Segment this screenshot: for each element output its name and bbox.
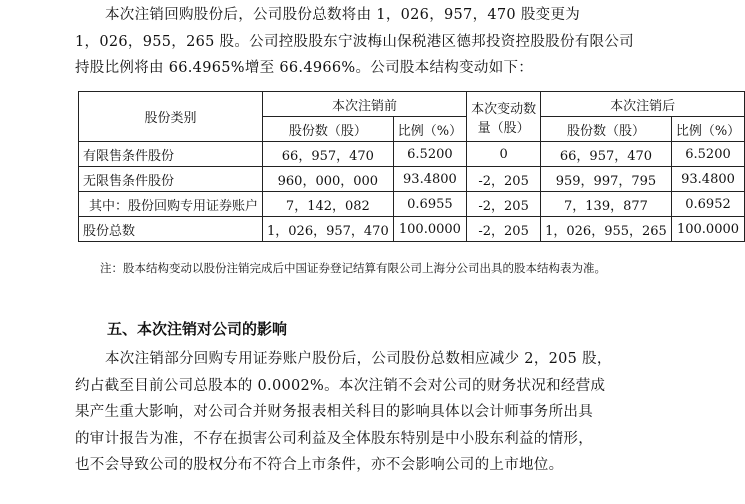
row-change: -2，205 bbox=[467, 217, 541, 242]
row-before-shares: 960，000，000 bbox=[263, 167, 394, 192]
table-row bbox=[79, 142, 745, 167]
row-change: 0 bbox=[467, 142, 541, 167]
section-line-4: 的审计报告为准，不存在损害公司利益及全体股东特别是中小股东利益的情形， bbox=[75, 430, 593, 447]
header-before-shares: 股份数（股） bbox=[263, 117, 394, 142]
row-after-shares: 66，957，470 bbox=[541, 142, 672, 167]
row-after-ratio: 0.6952 bbox=[671, 192, 744, 217]
row-after-ratio: 100.0000 bbox=[671, 217, 744, 242]
header-after: 本次注销后 bbox=[541, 92, 745, 117]
row-before-ratio: 100.0000 bbox=[393, 217, 466, 242]
row-after-ratio: 93.4800 bbox=[671, 167, 744, 192]
row-category: 有限售条件股份 bbox=[79, 142, 263, 167]
table-row bbox=[79, 167, 745, 192]
row-before-shares: 66，957，470 bbox=[263, 142, 394, 167]
row-category: 其中：股份回购专用证券账户 bbox=[79, 192, 263, 217]
table-row bbox=[79, 192, 745, 217]
header-before-ratio: 比例（%） bbox=[393, 117, 466, 142]
row-before-shares: 1，026，957，470 bbox=[263, 217, 394, 242]
header-after-shares: 股份数（股） bbox=[541, 117, 672, 142]
row-after-shares: 7，139，877 bbox=[541, 192, 672, 217]
table-footnote: 注：股本结构变动以股份注销完成后中国证券登记结算有限公司上海分公司出具的股本结构表为准。 bbox=[100, 261, 606, 275]
section-paragraph bbox=[75, 346, 635, 479]
section-line-2: 约占截至目前公司总股本的 0.0002%。本次注销不会对公司的财务状况和经营成 bbox=[75, 377, 606, 394]
row-change: -2，205 bbox=[467, 192, 541, 217]
table-row bbox=[79, 217, 745, 242]
row-after-shares: 959，997，795 bbox=[541, 167, 672, 192]
section-line-1: 本次注销部分回购专用证券账户股份后，公司股份总数相应减少 2，205 股， bbox=[105, 351, 612, 367]
header-category: 股份类别 bbox=[79, 92, 263, 142]
row-change: -2，205 bbox=[467, 167, 541, 192]
section-heading: 五、本次注销对公司的影响 bbox=[107, 320, 288, 338]
header-change bbox=[467, 92, 541, 142]
row-before-ratio: 93.4800 bbox=[393, 167, 466, 192]
row-after-ratio: 6.5200 bbox=[671, 142, 744, 167]
header-change-line-1: 本次变动数 bbox=[471, 101, 537, 117]
section-line-5: 也不会导致公司的股权分布不符合上市条件，亦不会影响公司的上市地位。 bbox=[75, 457, 564, 473]
row-category: 股份总数 bbox=[79, 217, 263, 242]
intro-line-3: 持股比例将由 66.4965%增至 66.4966%。公司股本结构变动如下： bbox=[75, 60, 534, 76]
row-before-ratio: 6.5200 bbox=[393, 142, 466, 167]
row-category: 无限售条件股份 bbox=[79, 167, 263, 192]
header-after-ratio: 比例（%） bbox=[671, 117, 744, 142]
row-before-ratio: 0.6955 bbox=[393, 192, 466, 217]
intro-paragraph bbox=[75, 2, 635, 82]
section-line-3: 果产生重大影响，对公司合并财务报表相关科目的影响具体以会计师事务所出具 bbox=[75, 404, 593, 420]
intro-line-1: 本次注销回购股份后，公司股份总数将由 1，026，957，470 股变更为 bbox=[105, 7, 581, 23]
row-after-shares: 1，026，955，265 bbox=[541, 217, 672, 242]
row-before-shares: 7，142，082 bbox=[263, 192, 394, 217]
header-before: 本次注销前 bbox=[263, 92, 467, 117]
intro-line-2: 1，026，955，265 股。公司控股股东宁波梅山保税港区德邦投资控股股份有限公司 bbox=[75, 33, 634, 50]
share-structure-table bbox=[78, 91, 745, 242]
header-change-line-2: 量（股） bbox=[477, 120, 530, 136]
table-header-row-1 bbox=[79, 92, 745, 117]
